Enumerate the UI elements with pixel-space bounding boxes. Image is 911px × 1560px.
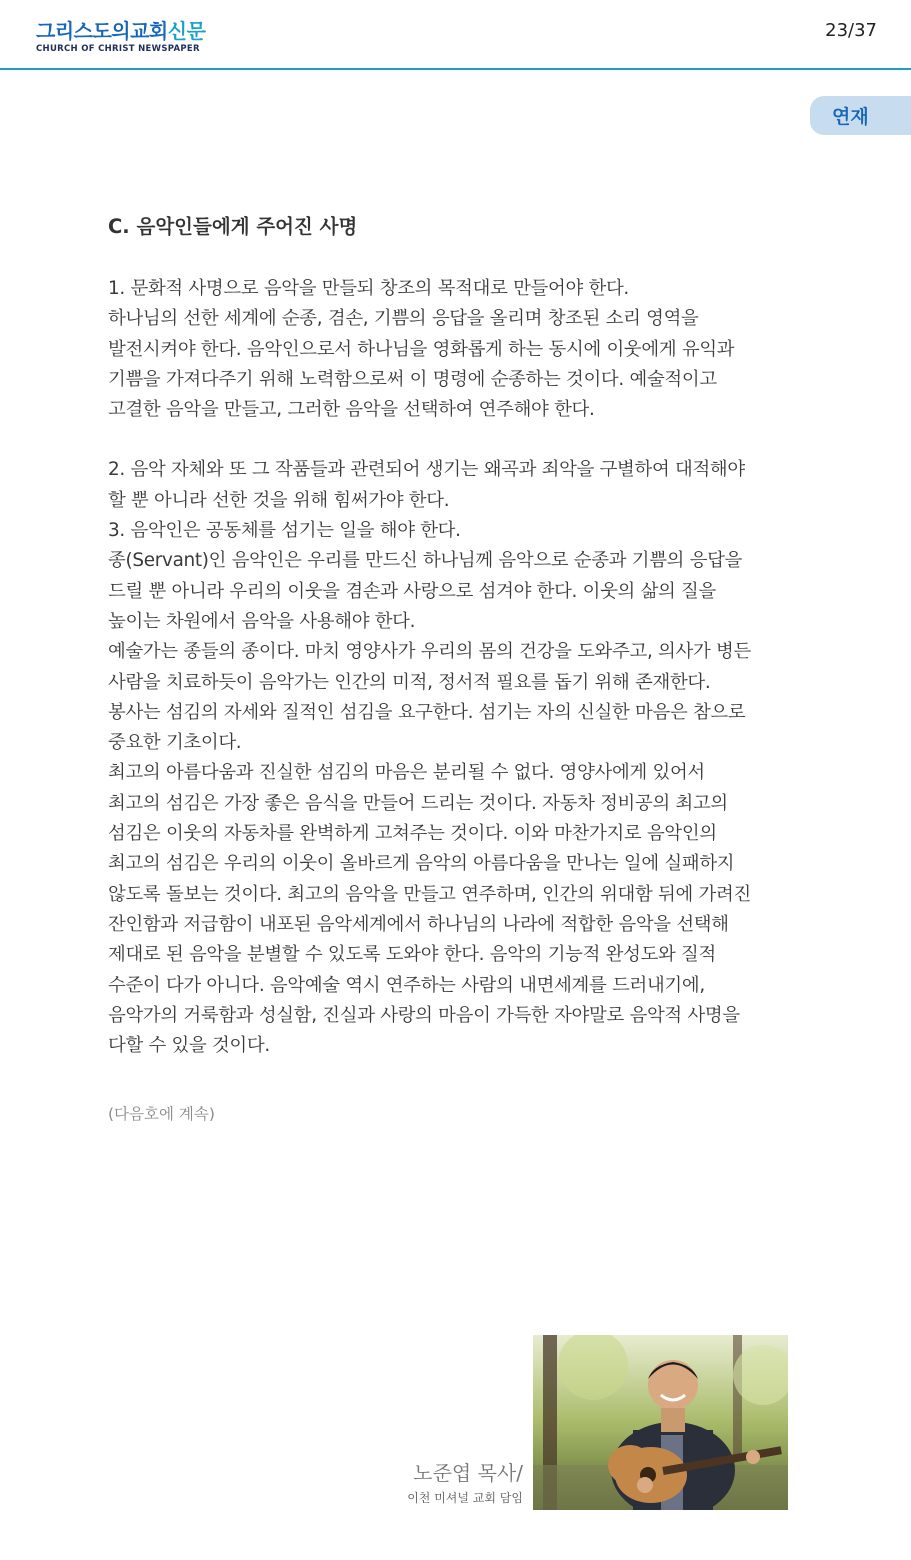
- article-paragraphs: [108, 274, 808, 1061]
- paragraph-line: 최고의 아름다움과 진실한 섬김의 마음은 분리될 수 없다. 영양사에게 있어서: [108, 762, 705, 784]
- paragraph: [108, 455, 808, 1061]
- paragraph-line: 잔인함과 저급함이 내포된 음악세계에서 하나님의 나라에 적합한 음악을 선택해: [108, 913, 729, 935]
- author-photo: [533, 1335, 788, 1510]
- logo-korean-part1: 그리스도의교회: [36, 19, 168, 43]
- paragraph-line: 2. 음악 자체와 또 그 작품들과 관련되어 생기는 왜곡과 죄악을 구별하여 대적해야: [108, 459, 745, 481]
- logo-korean: [36, 20, 205, 42]
- paragraph-line: 섬김은 이웃의 자동차를 완벽하게 고쳐주는 것이다. 이와 마찬가지로 음악인의: [108, 823, 717, 845]
- newspaper-logo[interactable]: [36, 20, 205, 54]
- paragraph-line: 하나님의 선한 세계에 순종, 겸손, 기쁨의 응답을 올리며 창조된 소리 영역을: [108, 308, 699, 330]
- paragraph-line: 고결한 음악을 만들고, 그러한 음악을 선택하여 연주해야 한다.: [108, 399, 595, 421]
- paragraph-line: 사람을 치료하듯이 음악가는 인간의 미적, 정서적 필요를 돕기 위해 존재한다.: [108, 671, 711, 693]
- paragraph-line: 할 뿐 아니라 선한 것을 위해 힘써가야 한다.: [108, 489, 450, 511]
- paragraph-line: 높이는 차원에서 음악을 사용해야 한다.: [108, 610, 416, 632]
- section-title: C. 음악인들에게 주어진 사명: [108, 215, 358, 238]
- logo-korean-part2: 신문: [167, 19, 206, 43]
- continued-note: (다음호에 계속): [108, 1105, 215, 1123]
- paragraph-line: 중요한 기초이다.: [108, 732, 242, 754]
- page-number: 23/37: [825, 20, 877, 41]
- paragraph-line: 기쁨을 가져다주기 위해 노력함으로써 이 명령에 순종하는 것이다. 예술적이고: [108, 368, 717, 390]
- article-body: [108, 212, 808, 1061]
- paragraph-line: 않도록 돌보는 것이다. 최고의 음악을 만들고 연주하며, 인간의 위대함 뒤에 가려진: [108, 883, 751, 905]
- paragraph-line: 1. 문화적 사명으로 음악을 만들되 창조의 목적대로 만들어야 한다.: [108, 278, 629, 299]
- paragraph-line: 다할 수 있을 것이다.: [108, 1035, 270, 1057]
- section-tag: 연재: [810, 96, 911, 135]
- page-header: [0, 0, 911, 70]
- header-divider: [0, 68, 911, 70]
- paragraph-line: 음악가의 거룩함과 성실함, 진실과 사랑의 마음이 가득한 자야말로 음악적 사명을: [108, 1004, 740, 1026]
- author-byline: [407, 1458, 523, 1508]
- paragraph-line: 드릴 뿐 아니라 우리의 이웃을 겸손과 사랑으로 섬겨야 한다. 이웃의 삶의 질을: [108, 580, 716, 602]
- paragraph-gap: [108, 425, 808, 455]
- paragraph-line: 발전시켜야 한다. 음악인으로서 하나님을 영화롭게 하는 동시에 이웃에게 유익과: [108, 338, 735, 360]
- paragraph-line: 종(Servant)인 음악인은 우리를 만드신 하나님께 음악으로 순종과 기쁨의 응답을: [108, 550, 743, 572]
- logo-english: CHURCH OF CHRIST NEWSPAPER: [36, 44, 200, 54]
- author-photo-illustration: [533, 1335, 788, 1510]
- paragraph-line: 봉사는 섬김의 자세와 질적인 섬김을 요구한다. 섬기는 자의 신실한 마음은 참으로: [108, 701, 746, 723]
- paragraph-line: 최고의 섬김은 가장 좋은 음식을 만들어 드리는 것이다. 자동차 정비공의 최고의: [108, 792, 728, 814]
- paragraph-line: 제대로 된 음악을 분별할 수 있도록 도와야 한다. 음악의 기능적 완성도와 질적: [108, 944, 716, 966]
- paragraph: [108, 274, 808, 425]
- author-name: 노준엽 목사/: [413, 1461, 523, 1485]
- paragraph-line: 예술가는 종들의 종이다. 마치 영양사가 우리의 몸의 건강을 도와주고, 의사가 병든: [108, 641, 751, 663]
- author-role: 이천 미셔널 교회 담임: [407, 1491, 523, 1505]
- paragraph-line: 수준이 다가 아니다. 음악예술 역시 연주하는 사람의 내면세계를 드러내기에,: [108, 974, 705, 996]
- paragraph-line: 최고의 섬김은 우리의 이웃이 올바르게 음악의 아름다움을 만나는 일에 실패하지: [108, 853, 735, 875]
- paragraph-line: 3. 음악인은 공동체를 섬기는 일을 해야 한다.: [108, 520, 461, 542]
